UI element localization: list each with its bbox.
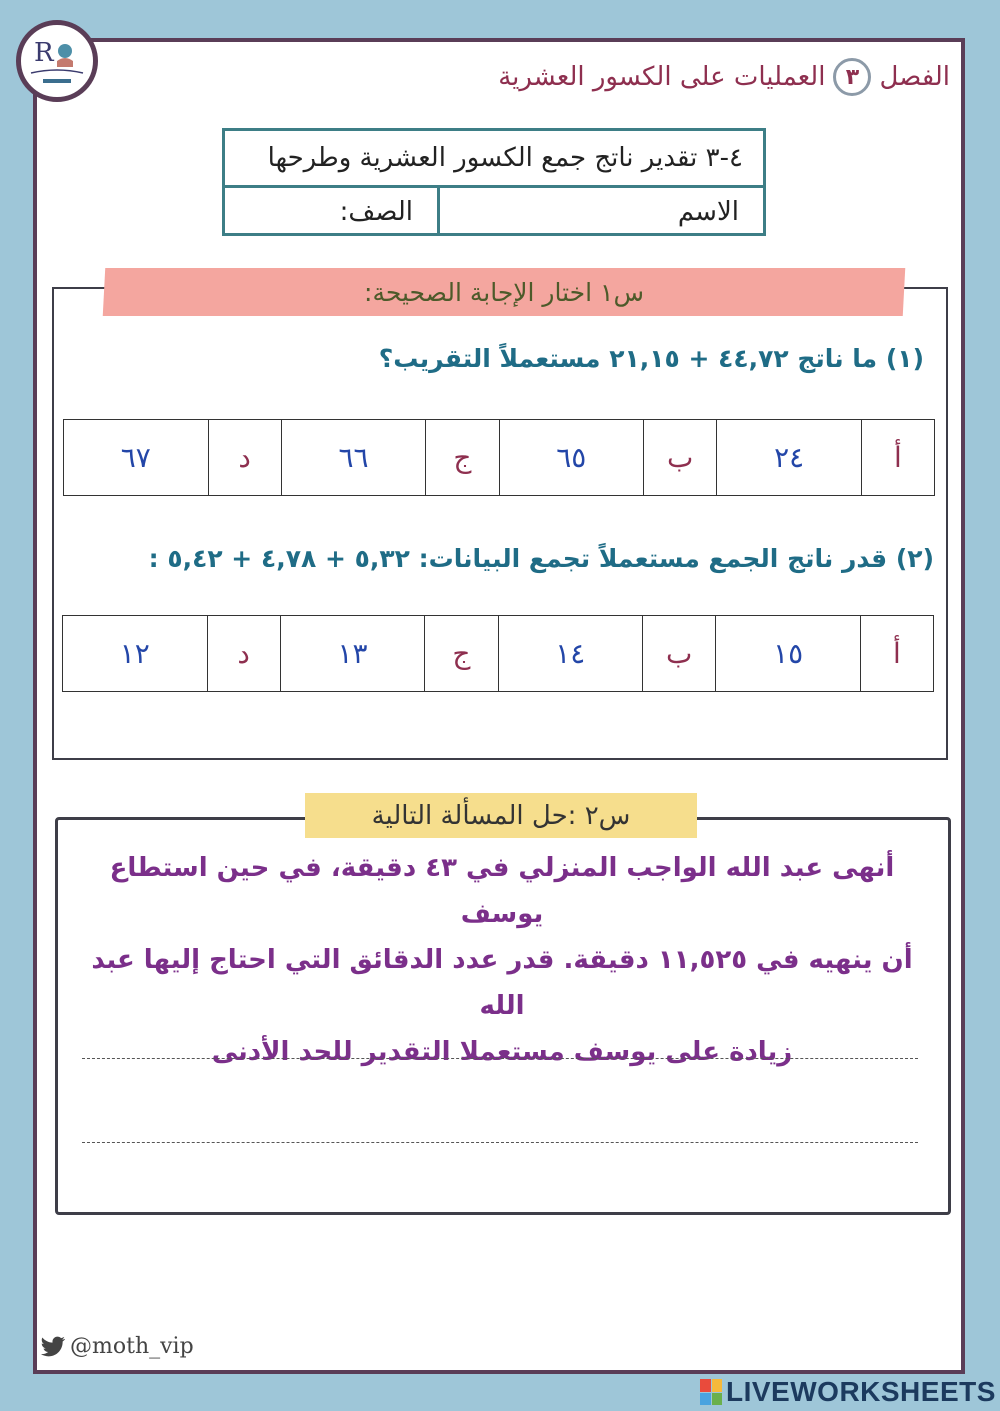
twitter-handle: @moth_vip — [70, 1334, 194, 1359]
question-2: (٢) قدر ناتج الجمع مستعملاً تجمع البيانات: ٥,٣٢ + ٤,٧٨ + ٥,٤٢ : — [148, 544, 934, 573]
q1-option-b-value[interactable]: ٦٥ — [499, 420, 643, 496]
problem-line-2: أن ينهيه في ١١,٥٢٥ دقيقة. قدر عدد الدقائق التي احتاج إليها عبد الله — [91, 945, 913, 1021]
problem-line-3: زيادة على يوسف مستعملا التقدير للحد الأدنى — [211, 1037, 793, 1067]
q1-option-b-label: ب — [643, 420, 716, 496]
q2-option-b-label: ب — [642, 616, 715, 692]
liveworksheets-wordmark: LIVEWORKSHEETS — [726, 1376, 996, 1407]
q2-option-d-value[interactable]: ١٢ — [63, 616, 208, 692]
answer-line-1[interactable] — [82, 1058, 918, 1059]
answer-line-2[interactable] — [82, 1142, 918, 1143]
q2-option-b-value[interactable]: ١٤ — [498, 616, 642, 692]
q1-option-c-label: ج — [426, 420, 499, 496]
q1-option-a-value[interactable]: ٢٤ — [717, 420, 861, 496]
word-problem — [72, 845, 932, 1075]
q1-option-d-label: د — [208, 420, 281, 496]
q2-option-c-value[interactable]: ١٣ — [280, 616, 424, 692]
q1-option-c-value[interactable]: ٦٦ — [281, 420, 425, 496]
q2-option-d-label: د — [207, 616, 280, 692]
chapter-header — [498, 58, 950, 96]
q2-options-table — [62, 615, 934, 692]
lesson-title: ٤-٣ تقدير ناتج جمع الكسور العشرية وطرحها — [225, 131, 763, 188]
chapter-label: الفصل — [879, 62, 950, 92]
liveworksheets-brand — [700, 1376, 996, 1408]
q2-option-a-value[interactable]: ١٥ — [716, 616, 860, 692]
twitter-credit — [40, 1334, 194, 1359]
q1-options-table — [63, 419, 935, 496]
class-field[interactable]: الصف: — [339, 197, 413, 227]
q2-option-a-label: أ — [860, 616, 933, 692]
lesson-title-box — [222, 128, 766, 236]
problem-line-1: أنهى عبد الله الواجب المنزلي في ٤٣ دقيقة، في حين استطاع يوسف — [109, 853, 895, 929]
q1-option-d-value[interactable]: ٦٧ — [64, 420, 209, 496]
section1-heading: س١ اختار الإجابة الصحيحة: — [364, 277, 644, 307]
chapter-number-badge: ٣ — [833, 58, 871, 96]
chapter-title: العمليات على الكسور العشرية — [498, 62, 826, 92]
q1-option-a-label: أ — [861, 420, 934, 496]
q2-option-c-label: ج — [425, 616, 498, 692]
liveworksheets-logo-icon — [700, 1379, 722, 1405]
twitter-bird-icon — [40, 1336, 66, 1358]
question-1: (١) ما ناتج ٤٤,٧٢ + ٢١,١٥ مستعملاً التقريب؟ — [378, 344, 924, 373]
name-field[interactable]: الاسم — [437, 188, 763, 236]
logo-letters: R — [34, 38, 54, 68]
section2-heading: س٢ :حل المسألة التالية — [371, 800, 631, 831]
publisher-logo — [16, 20, 98, 102]
